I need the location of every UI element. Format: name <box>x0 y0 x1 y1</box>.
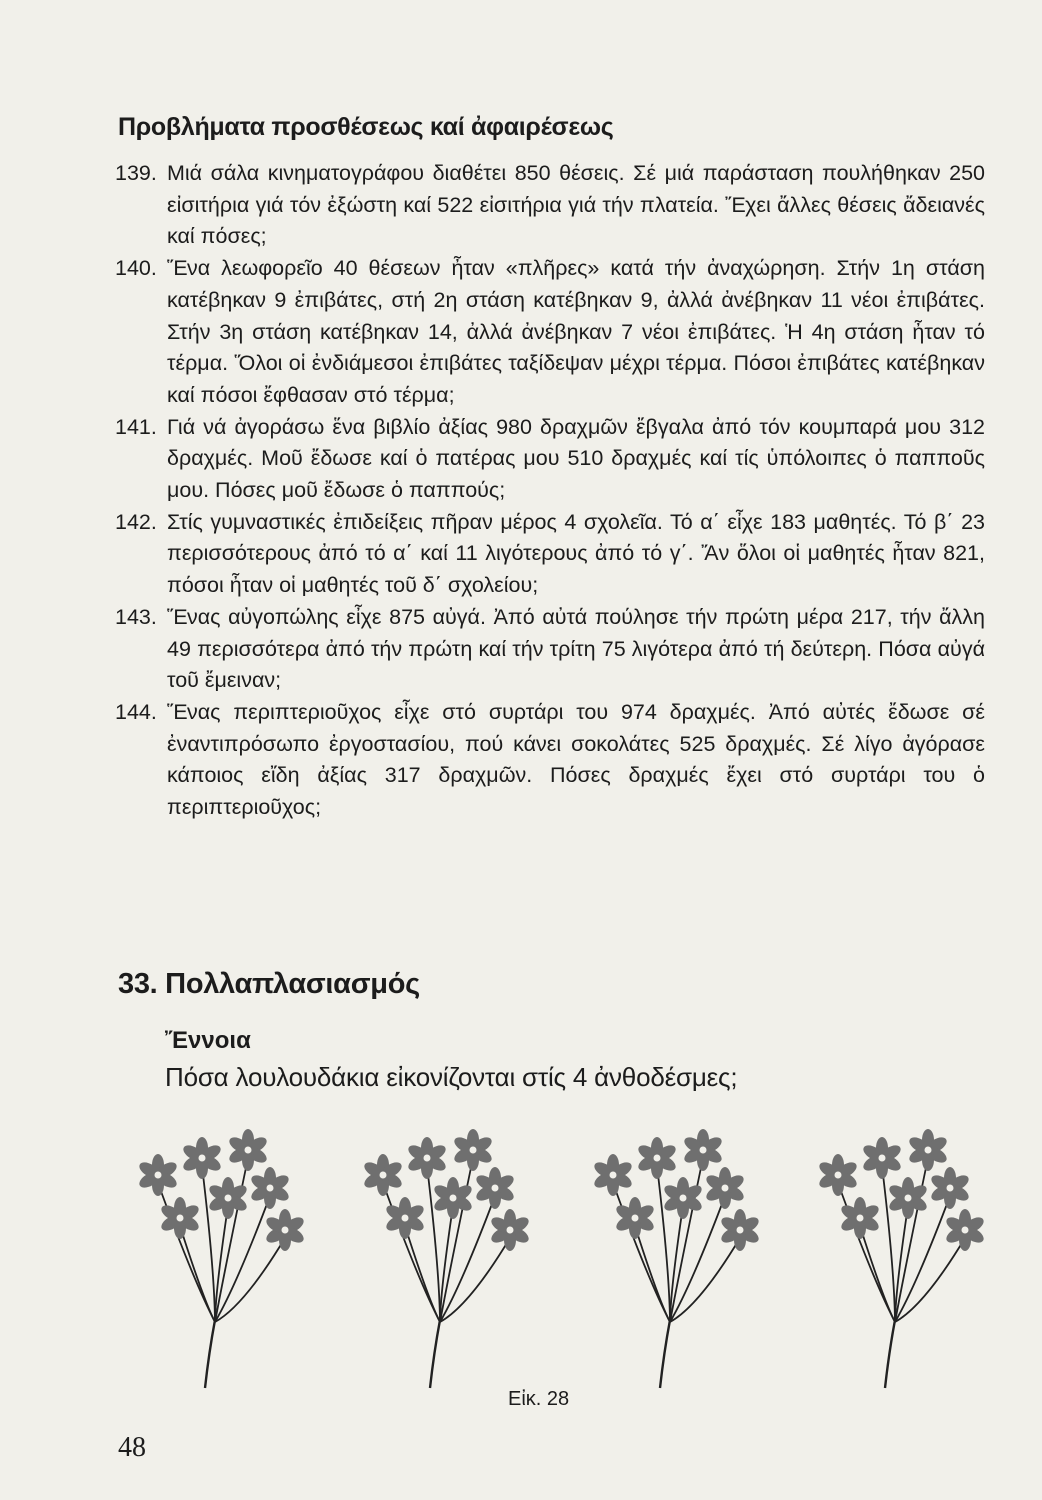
flower-icon <box>227 1129 269 1171</box>
flower-icon <box>944 1209 986 1251</box>
flower-stem <box>670 1238 740 1322</box>
problem-item <box>115 158 985 253</box>
flower-stem <box>895 1238 965 1322</box>
flower-icon <box>907 1129 949 1171</box>
flower-icon <box>704 1167 746 1209</box>
flower-icon <box>489 1209 531 1251</box>
problem-text: Ἕνα λεωφορεῖο 40 θέσεων ἦταν «πλῆρες» κατά τήν ἀναχώρηση. Στήν 1η στάση κατέβηκαν 9 ἐπιβάτες, στή 2η στάση κατέβηκαν 9, ἀλλά ἀνέβηκαν 11 νέοι ἐπιβάτες. Στήν 3η στάση κατέβηκαν 14, ἀλλά ἀνέβηκαν 7 νέοι ἐπιβάτες. Ἡ 4η στάση ἦταν τό τέρμα. Ὅλοι οἱ ἐνδιάμεσοι ἐπιβάτες ταξίδεψαν μέχρι τέρμα. Πόσοι ἐπιβάτες κατέβηκαν καί πόσοι ἔφθασαν στό τέρμα; <box>167 256 985 407</box>
bouquet-stem <box>205 1320 215 1388</box>
problem-item <box>115 507 985 602</box>
flower-icon <box>592 1154 634 1196</box>
problem-number: 142. <box>115 509 157 534</box>
problem-text: Γιά νά ἀγοράσω ἕνα βιβλίο ἀξίας 980 δραχμῶν ἔβγαλα ἀπό τόν κουμπαρά μου 312 δραχμές. Μοῦ ἔδωσε καί ὁ πατέρας μου 510 δραχμές καί τίς ὑπόλοιπες ὁ παπποῦς μου. Πόσες μοῦ ἔδωσε ὁ παππούς; <box>167 414 985 503</box>
problem-number: 140. <box>115 256 157 281</box>
flower-icon <box>181 1137 223 1179</box>
flower-bouquet-icon <box>345 1110 535 1410</box>
concept-subheading: Ἔννοια <box>165 1027 251 1054</box>
chapter-title: 33. Πολλαπλασιασμός <box>118 968 420 1000</box>
flower-stem <box>440 1196 495 1322</box>
flower-icon <box>682 1129 724 1171</box>
flower-icon <box>137 1154 179 1196</box>
bouquet-stem <box>660 1320 670 1388</box>
flower-icon <box>719 1209 761 1251</box>
flower-icon <box>406 1137 448 1179</box>
flower-stem <box>670 1196 725 1322</box>
flower-icon <box>452 1129 494 1171</box>
flower-stem <box>895 1196 950 1322</box>
figure-caption: Εἰκ. 28 <box>508 1388 570 1410</box>
problem-text: Ἕνας περιπτεριοῦχος εἶχε στό συρτάρι του 974 δραχμές. Ἀπό αὐτές ἔδωσε σέ ἐναντιπρόσωπο ἐργοστασίου, πού κάνει σοκολάτες 525 δραχμές. Σέ λίγο ἀγόρασε κάποιος εἴδη ἀξίας 317 δραχμῶν. Πόσες δραχμές ἔχει στό συρτάρι του ὁ περιπτεριοῦχος; <box>167 699 985 820</box>
flower-icon <box>636 1137 678 1179</box>
flower-stem <box>440 1238 510 1322</box>
problem-number: 143. <box>115 604 157 629</box>
problem-text: Μιά σάλα κινηματογράφου διαθέτει 850 θέσεις. Σέ μιά παράσταση πουλήθηκαν 250 εἰσιτήρια γιά τόν ἐξώστη καί 522 εἰσιτήρια γιά τήν πλατεία. Ἔχει ἄλλες θέσεις ἄδειανές καί πόσες; <box>167 161 985 249</box>
flower-bouquet-icon <box>575 1110 765 1410</box>
bouquet-stem <box>885 1320 895 1388</box>
problem-number: 139. <box>115 161 157 185</box>
problem-item <box>115 602 985 697</box>
page-number: 48 <box>118 1432 146 1463</box>
flower-icon <box>249 1167 291 1209</box>
problem-list <box>115 158 985 824</box>
problem-item <box>115 253 985 412</box>
flower-icon <box>474 1167 516 1209</box>
flower-icon <box>861 1137 903 1179</box>
flower-icon <box>264 1209 306 1251</box>
problem-item <box>115 412 985 507</box>
flower-stem <box>215 1238 285 1322</box>
flower-icon <box>929 1167 971 1209</box>
flower-bouquet-icon <box>120 1110 310 1410</box>
flower-bouquet-icon <box>800 1110 990 1410</box>
figure-question: Πόσα λουλουδάκια εἰκονίζονται στίς 4 ἀνθοδέσμες; <box>165 1062 738 1092</box>
problem-text: Ἕνας αὐγοπώλης εἶχε 875 αὐγά. Ἀπό αὐτά πούλησε τήν πρώτη μέρα 217, τήν ἄλλη 49 περισσότερα ἀπό τήν πρώτη καί τήν τρίτη 75 λιγότερα ἀπό τή δεύτερη. Πόσα αὐγά τοῦ ἔμειναν; <box>167 604 985 693</box>
problem-number: 141. <box>115 414 157 439</box>
flower-icon <box>362 1154 404 1196</box>
flower-stem <box>215 1196 270 1322</box>
bouquet-figure <box>120 1110 980 1410</box>
flower-icon <box>817 1154 859 1196</box>
problem-text: Στίς γυμναστικές ἐπιδείξεις πῆραν μέρος 4 σχολεῖα. Τό α΄ εἶχε 183 μαθητές. Τό β΄ 23 περισσότερους ἀπό τό α΄ καί 11 λιγότερους ἀπό τό γ΄. Ἄν ὅλοι οἱ μαθητές ἦταν 821, πόσοι ἦταν οἱ μαθητές τοῦ δ΄ σχολείου; <box>167 509 985 598</box>
section-heading: Προβλήματα προσθέσεως καί ἀφαιρέσεως <box>118 113 614 141</box>
bouquet-stem <box>430 1320 440 1388</box>
problem-number: 144. <box>115 699 157 724</box>
problem-item <box>115 697 985 824</box>
